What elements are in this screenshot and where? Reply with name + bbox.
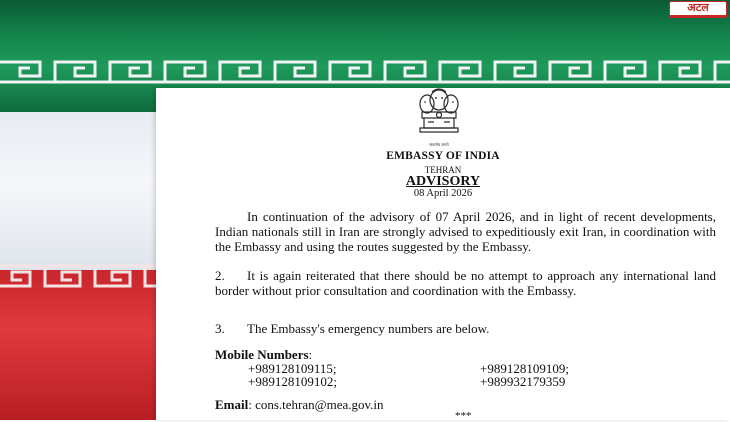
phone-number-3: +989128109102;	[248, 374, 337, 389]
brand-logo	[669, 1, 727, 18]
paragraph-2	[215, 269, 716, 299]
phone-number-2: +989128109109;	[480, 361, 569, 376]
flag-kufic-pattern-top	[0, 56, 730, 88]
national-emblem-icon	[410, 84, 468, 142]
document-date: 08 April 2026	[413, 188, 473, 199]
paragraph-2-number: 2.	[215, 268, 225, 283]
emblem-caption: सत्यमेव जयते	[429, 142, 449, 147]
paragraph-3	[215, 322, 716, 337]
organization-name: EMBASSY OF INDIA	[386, 150, 500, 162]
email-address: : cons.tehran@mea.gov.in	[248, 397, 384, 412]
paragraph-1: In continuation of the advisory of 07 April 2026, and in light of recent developments, Indian nationals still in Iran are strongly advised to expeditiously exit Iran, in coordination with the Embassy and using the routes suggested by the Embassy.	[215, 209, 716, 254]
brand-logo-underline	[670, 15, 726, 18]
phone-number-1: +989128109115;	[248, 361, 337, 376]
paragraph-2-text: It is again reiterated that there should be no attempt to approach any international land border without prior consultation and coordination with the Embassy.	[215, 268, 716, 298]
mobile-numbers-colon: :	[308, 347, 313, 362]
paragraph-3-number: 3.	[215, 321, 225, 336]
email-label: Email	[215, 397, 249, 412]
email-line	[215, 397, 384, 413]
phone-number-4: +989932179359	[480, 374, 566, 389]
organization-city: TEHRAN	[424, 165, 462, 175]
mobile-numbers-label: Mobile Numbers	[215, 347, 309, 362]
end-mark: ***	[455, 410, 472, 422]
flag-kufic-pattern-bottom	[0, 262, 160, 292]
paragraph-3-text: The Embassy's emergency numbers are below.	[247, 321, 490, 336]
document-heading-text: ADVISORY	[405, 174, 481, 189]
brand-logo-text: अटल	[687, 1, 709, 14]
